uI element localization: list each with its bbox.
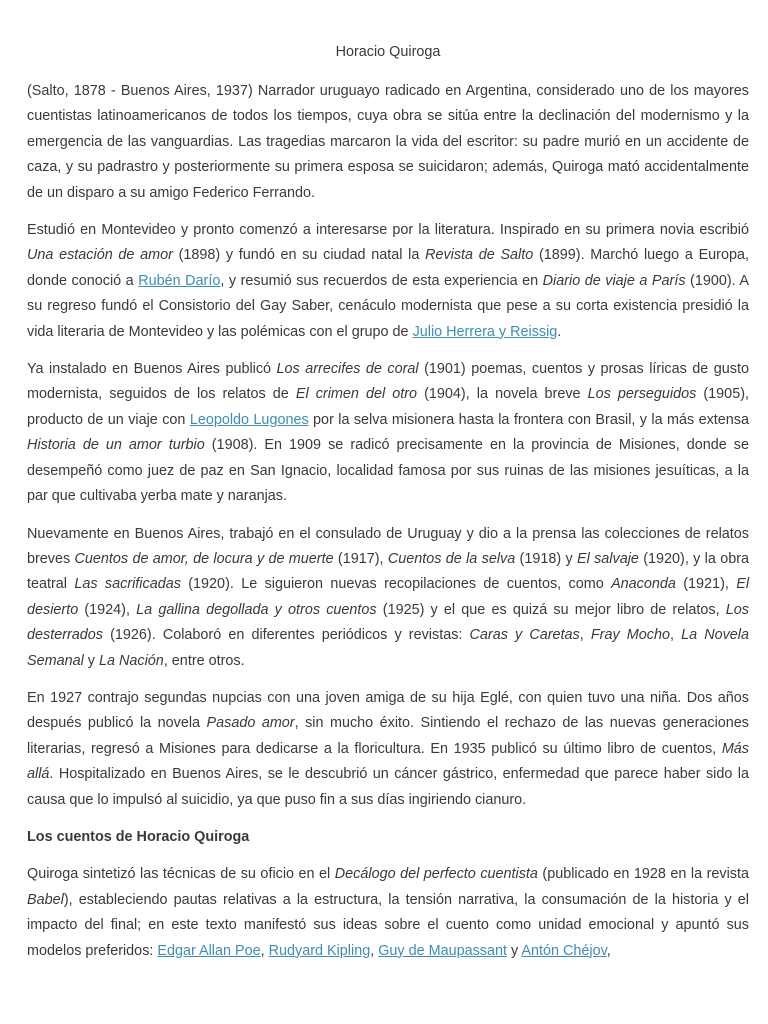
text-run: (1900). A su regreso fundó el Consistorio del Gay Saber, cenáculo modernista que pese a su corta existencia presidió la vida literaria de Montevideo y las polémicas con el grupo de — [27, 272, 749, 340]
text-run: (1926). Colaboró en diferentes periódicos y revistas: — [103, 627, 470, 644]
italic-title: El salvaje — [576, 550, 639, 567]
italic-title: Los arrecifes de coral — [276, 361, 419, 378]
italic-title: Más allá — [27, 740, 749, 783]
paragraph — [27, 522, 749, 674]
text-run: (1925) y el que es quizá su mejor libro de relatos, — [376, 601, 726, 618]
italic-title: Diario de viaje a París — [542, 272, 686, 289]
text-run: (publicado en 1928 en la revista — [537, 866, 749, 883]
text-run: (1904), la novela breve — [417, 386, 588, 403]
text-run: por la selva misionera hasta la frontera con Brasil, y la más extensa — [308, 411, 749, 428]
italic-title: Cuentos de la selva — [387, 550, 516, 567]
section-body — [27, 862, 749, 964]
section-heading: Los cuentos de Horacio Quiroga — [27, 828, 250, 845]
link-guy-de-maupassant[interactable]: Guy de Maupassant — [378, 942, 507, 959]
text-run: (1917), — [333, 550, 388, 567]
text-run: (1899). Marchó luego a Europa, donde conoció a — [27, 247, 749, 289]
text-run: (1898) y fundó en su ciudad natal la — [172, 247, 426, 264]
text-run: (1920). Le siguieron nuevas recopilaciones de cuentos, como — [180, 576, 612, 593]
text-run: (1901) poemas, cuentos y prosas líricas de gusto modernista, seguidos de los relatos de — [27, 361, 749, 403]
text-run: Estudió en Montevideo y pronto comenzó a interesarse por la literatura. Inspirado en su primera novia escribió — [27, 222, 749, 239]
text-run: (1905), producto de un viaje con — [27, 386, 749, 428]
italic-title: Caras y Caretas — [469, 627, 580, 644]
text-run: (1921), — [675, 576, 737, 593]
text-run: (1924), — [78, 601, 137, 618]
text-run: , — [579, 627, 591, 644]
paragraph — [27, 218, 749, 345]
italic-title: Cuentos de amor, de locura y de muerte — [74, 550, 334, 567]
italic-title: La Nación — [99, 652, 164, 669]
text-run: , sin mucho éxito. Sintiendo el rechazo de las nuevas generaciones literarias, regresó a Misiones para dedicarse a la floricultura. En 1935 publicó su último libro de cuentos, — [27, 715, 749, 757]
link-rudyard-kipling[interactable]: Rudyard Kipling — [268, 942, 371, 959]
page-title: Horacio Quiroga — [335, 44, 441, 60]
link-ruben-dario[interactable]: Rubén Darío — [138, 272, 221, 289]
italic-title: El desierto — [27, 576, 750, 618]
link-leopoldo-lugones[interactable]: Leopoldo Lugones — [189, 411, 309, 428]
link-edgar-allan-poe[interactable]: Edgar Allan Poe — [157, 942, 261, 959]
italic-title: Una estación de amor — [27, 247, 173, 264]
text-run: y — [507, 942, 522, 959]
paragraph — [27, 357, 749, 509]
biography-body — [27, 79, 749, 813]
paragraph — [27, 862, 749, 964]
text-run: y — [83, 652, 99, 669]
text-run: Quiroga sintetizó las técnicas de su oficio en el — [27, 866, 335, 883]
text-run: Nuevamente en Buenos Aires, trabajó en el consulado de Uruguay y dio a la prensa las colecciones de relatos breves — [27, 525, 749, 567]
text-run: , — [260, 942, 269, 959]
italic-title: Las sacrificadas — [74, 576, 181, 593]
text-run: (Salto, 1878 - Buenos Aires, 1937) Narrador uruguayo radicado en Argentina, considerado uno de los mayores cuentistas latinoamericanos de todos los tiempos, cuya obra se sitúa entre la declinación del modernismo y la emergencia de las vanguardias. Las tragedias marcaron la vida del escritor: su padre murió en un accidente de caza, y su padrastro y posteriormente su primera esposa se suicidaron; además, Quiroga mató accidentalmente de un disparo a su amigo Federico Ferrando. — [27, 83, 749, 201]
italic-title: Historia de un amor turbio — [27, 437, 205, 454]
text-run: , — [606, 942, 611, 959]
text-run: . Hospitalizado en Buenos Aires, se le descubrió un cáncer gástrico, enfermedad que parece haber sido la causa que lo impulsó al suicidio, ya que puso fin a sus días ingiriendo cianuro. — [27, 766, 749, 808]
italic-title: La Novela Semanal — [27, 627, 749, 669]
text-run: . — [557, 323, 562, 340]
text-run: , — [370, 942, 379, 959]
italic-title: Revista de Salto — [425, 247, 534, 264]
paragraph — [27, 79, 749, 206]
text-run: , — [669, 627, 682, 644]
text-run: , entre otros. — [163, 652, 245, 669]
text-run: , y resumió sus recuerdos de esta experiencia en — [220, 272, 543, 289]
link-julio-herrera-y-reissig[interactable]: Julio Herrera y Reissig — [412, 323, 558, 340]
italic-title: La gallina degollada y otros cuentos — [136, 601, 377, 618]
italic-title: Los desterrados — [27, 601, 749, 644]
italic-title: Babel — [27, 891, 64, 908]
italic-title: Fray Mocho — [590, 627, 670, 644]
italic-title: Los perseguidos — [587, 386, 697, 403]
italic-title: El crimen del otro — [295, 386, 418, 403]
italic-title: Anaconda — [611, 576, 676, 593]
italic-title: Decálogo del perfecto cuentista — [334, 866, 538, 883]
text-run: (1920), y la obra teatral — [27, 550, 749, 593]
text-run: (1908). En 1909 se radicó precisamente en la provincia de Misiones, donde se desempeñó como juez de paz en San Ignacio, localidad famosa por sus ruinas de las misiones jesuíticas, a la par que cultivaba yerba mate y naranjas. — [27, 437, 749, 505]
document-page — [27, 40, 749, 976]
link-anton-chejov[interactable]: Antón Chéjov — [521, 942, 607, 959]
text-run: En 1927 contrajo segundas nupcias con una joven amiga de su hija Eglé, con quien tuvo una niña. Dos años después publicó la novela — [27, 689, 749, 732]
text-run: Ya instalado en Buenos Aires publicó — [27, 361, 277, 378]
italic-title: Pasado amor — [206, 715, 295, 732]
paragraph — [27, 686, 749, 813]
text-run: (1918) y — [515, 550, 577, 567]
text-run: ), estableciendo pautas relativas a la estructura, la tensión narrativa, la consumación de la historia y el impacto del final; en este texto manifestó sus ideas sobre el cuento como unidad emocional y apuntó sus modelos preferidos: — [27, 891, 749, 959]
